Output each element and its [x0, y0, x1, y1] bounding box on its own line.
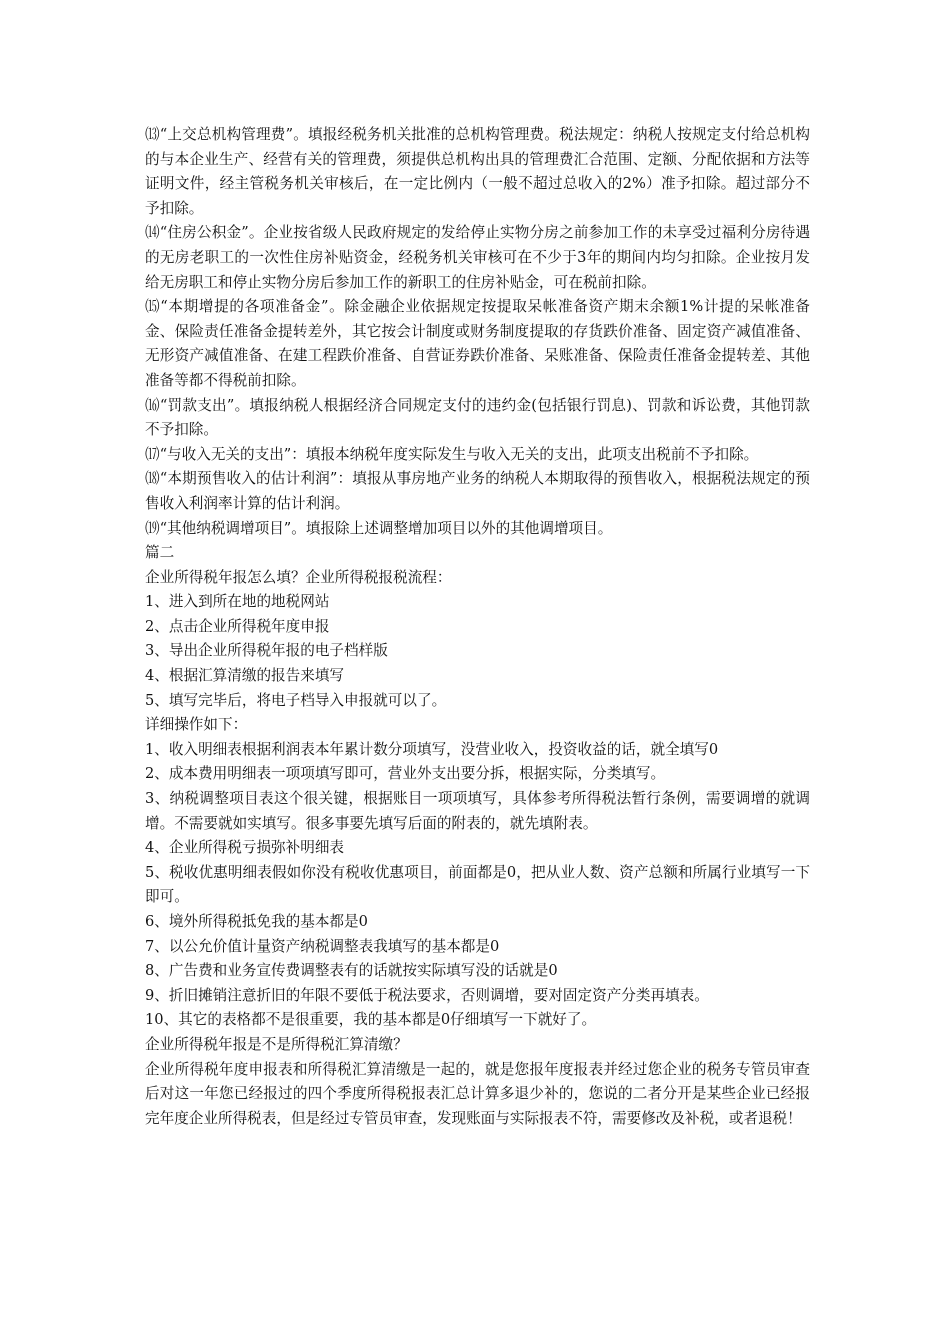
- paragraph-item-14-housing-fund: ⒁“住房公积金”。企业按省级人民政府规定的发给停止实物分房之前参加工作的未享受过福利分房待遇的无房老职工的一次性住房补贴资金，经税务机关审核可在不少于3年的期间内均匀扣除。企业按月发给无房职工和停止实物分房后参加工作的新职工的住房补贴金，可在税前扣除。: [145, 224, 810, 291]
- detail-step-4: 4、企业所得税亏损弥补明细表: [145, 839, 345, 857]
- detail-step-10: 10、其它的表格都不是很重要，我的基本都是0仔细填写一下就好了。: [145, 1011, 597, 1029]
- paragraph-item-13-management-fee: ⒀“上交总机构管理费”。填报经税务机关批准的总机构管理费。税法规定：纳税人按规定支付给总机构的与本企业生产、经营有关的管理费，须提供总机构出具的管理费汇合范围、定额、分配依据和方法等证明文件，经主管税务机关审核后，在一定比例内（一般不超过总收入的2%）准予扣除。超过部分不予扣除。: [145, 126, 810, 217]
- paragraph-item-17-unrelated-expenses: ⒄“与收入无关的支出”：填报本纳税年度实际发生与收入无关的支出，此项支出税前不予扣除。: [145, 445, 759, 463]
- detail-step-2: 2、成本费用明细表一项项填写即可，营业外支出要分拆，根据实际，分类填写。: [145, 765, 666, 783]
- detail-step-8: 8、广告费和业务宣传费调整表有的话就按实际填写没的话就是0: [145, 962, 558, 980]
- paragraph-process-intro: 企业所得税年报怎么填？企业所得税报税流程：: [145, 568, 452, 586]
- paragraph-item-16-penalties: ⒃“罚款支出”。填报纳税人根据经济合同规定支付的违约金(包括银行罚息)、罚款和诉讼费，其他罚款不予扣除。: [145, 396, 810, 439]
- detail-step-5: 5、税收优惠明细表假如你没有税收优惠项目，前面都是0，把从业人数、资产总额和所属行业填写一下即可。: [145, 863, 810, 906]
- detail-step-1: 1、收入明细表根据利润表本年累计数分项填写，没营业收入，投资收益的话，就全填写0: [145, 740, 719, 758]
- section-heading-part-two: 篇二: [145, 544, 175, 562]
- paragraph-item-19-other-adjustments: ⒆“其他纳税调增项目”。填报除上述调整增加项目以外的其他调增项目。: [145, 519, 613, 537]
- detail-step-6: 6、境外所得税抵免我的基本都是0: [145, 913, 368, 930]
- paragraph-item-18-presale-profit: ⒅“本期预售收入的估计利润”：填报从事房地产业务的纳税人本期取得的预售收入，根据税法规定的预售收入利润率计算的估计利润。: [145, 470, 810, 512]
- process-step-5: 5、填写完毕后，将电子档导入申报就可以了。: [145, 691, 447, 709]
- paragraph-item-15-reserves: ⒂“本期增提的各项准备金”。除金融企业依据规定按提取呆帐准备资产期末余额1%计提的呆帐准备金、保险责任准备金提转差外，其它按会计制度或财务制度提取的存货跌价准备、固定资产减值准备、无形资产减值准备、在建工程跌价准备、自营证券跌价准备、呆账准备、保险责任准备金提转差、其他准备等都不得税前扣除。: [145, 298, 810, 389]
- detail-heading: 详细操作如下：: [145, 716, 248, 734]
- document-body: [145, 123, 810, 1131]
- paragraph-answer: 企业所得税年度申报表和所得税汇算清缴是一起的，就是您报年度报表并经过您企业的税务专管员审查后对这一年您已经报过的四个季度所得税报表汇总计算多退少补的，您说的二者分开是某些企业已经报完年度企业所得税表，但是经过专管员审查，发现账面与实际报表不符，需要修改及补税，或者退税！: [145, 1060, 810, 1127]
- process-step-1: 1、进入到所在地的地税网站: [145, 593, 330, 611]
- detail-step-9: 9、折旧摊销注意折旧的年限不要低于税法要求，否则调增，要对固定资产分类再填表。: [145, 986, 709, 1004]
- detail-step-3: 3、纳税调整项目表这个很关键，根据账目一项项填写，具体参考所得税法暂行条例，需要调增的就调增。不需要就如实填写。很多事要先填写后面的附表的，就先填附表。: [145, 790, 810, 832]
- detail-step-7: 7、以公允价值计量资产纳税调整表我填写的基本都是0: [145, 937, 500, 955]
- process-step-2: 2、点击企业所得税年度申报: [145, 617, 330, 635]
- process-step-4: 4、根据汇算清缴的报告来填写: [145, 667, 345, 685]
- question-heading: 企业所得税年报是不是所得税汇算清缴？: [145, 1035, 408, 1053]
- process-step-3: 3、导出企业所得税年报的电子档样版: [145, 642, 388, 660]
